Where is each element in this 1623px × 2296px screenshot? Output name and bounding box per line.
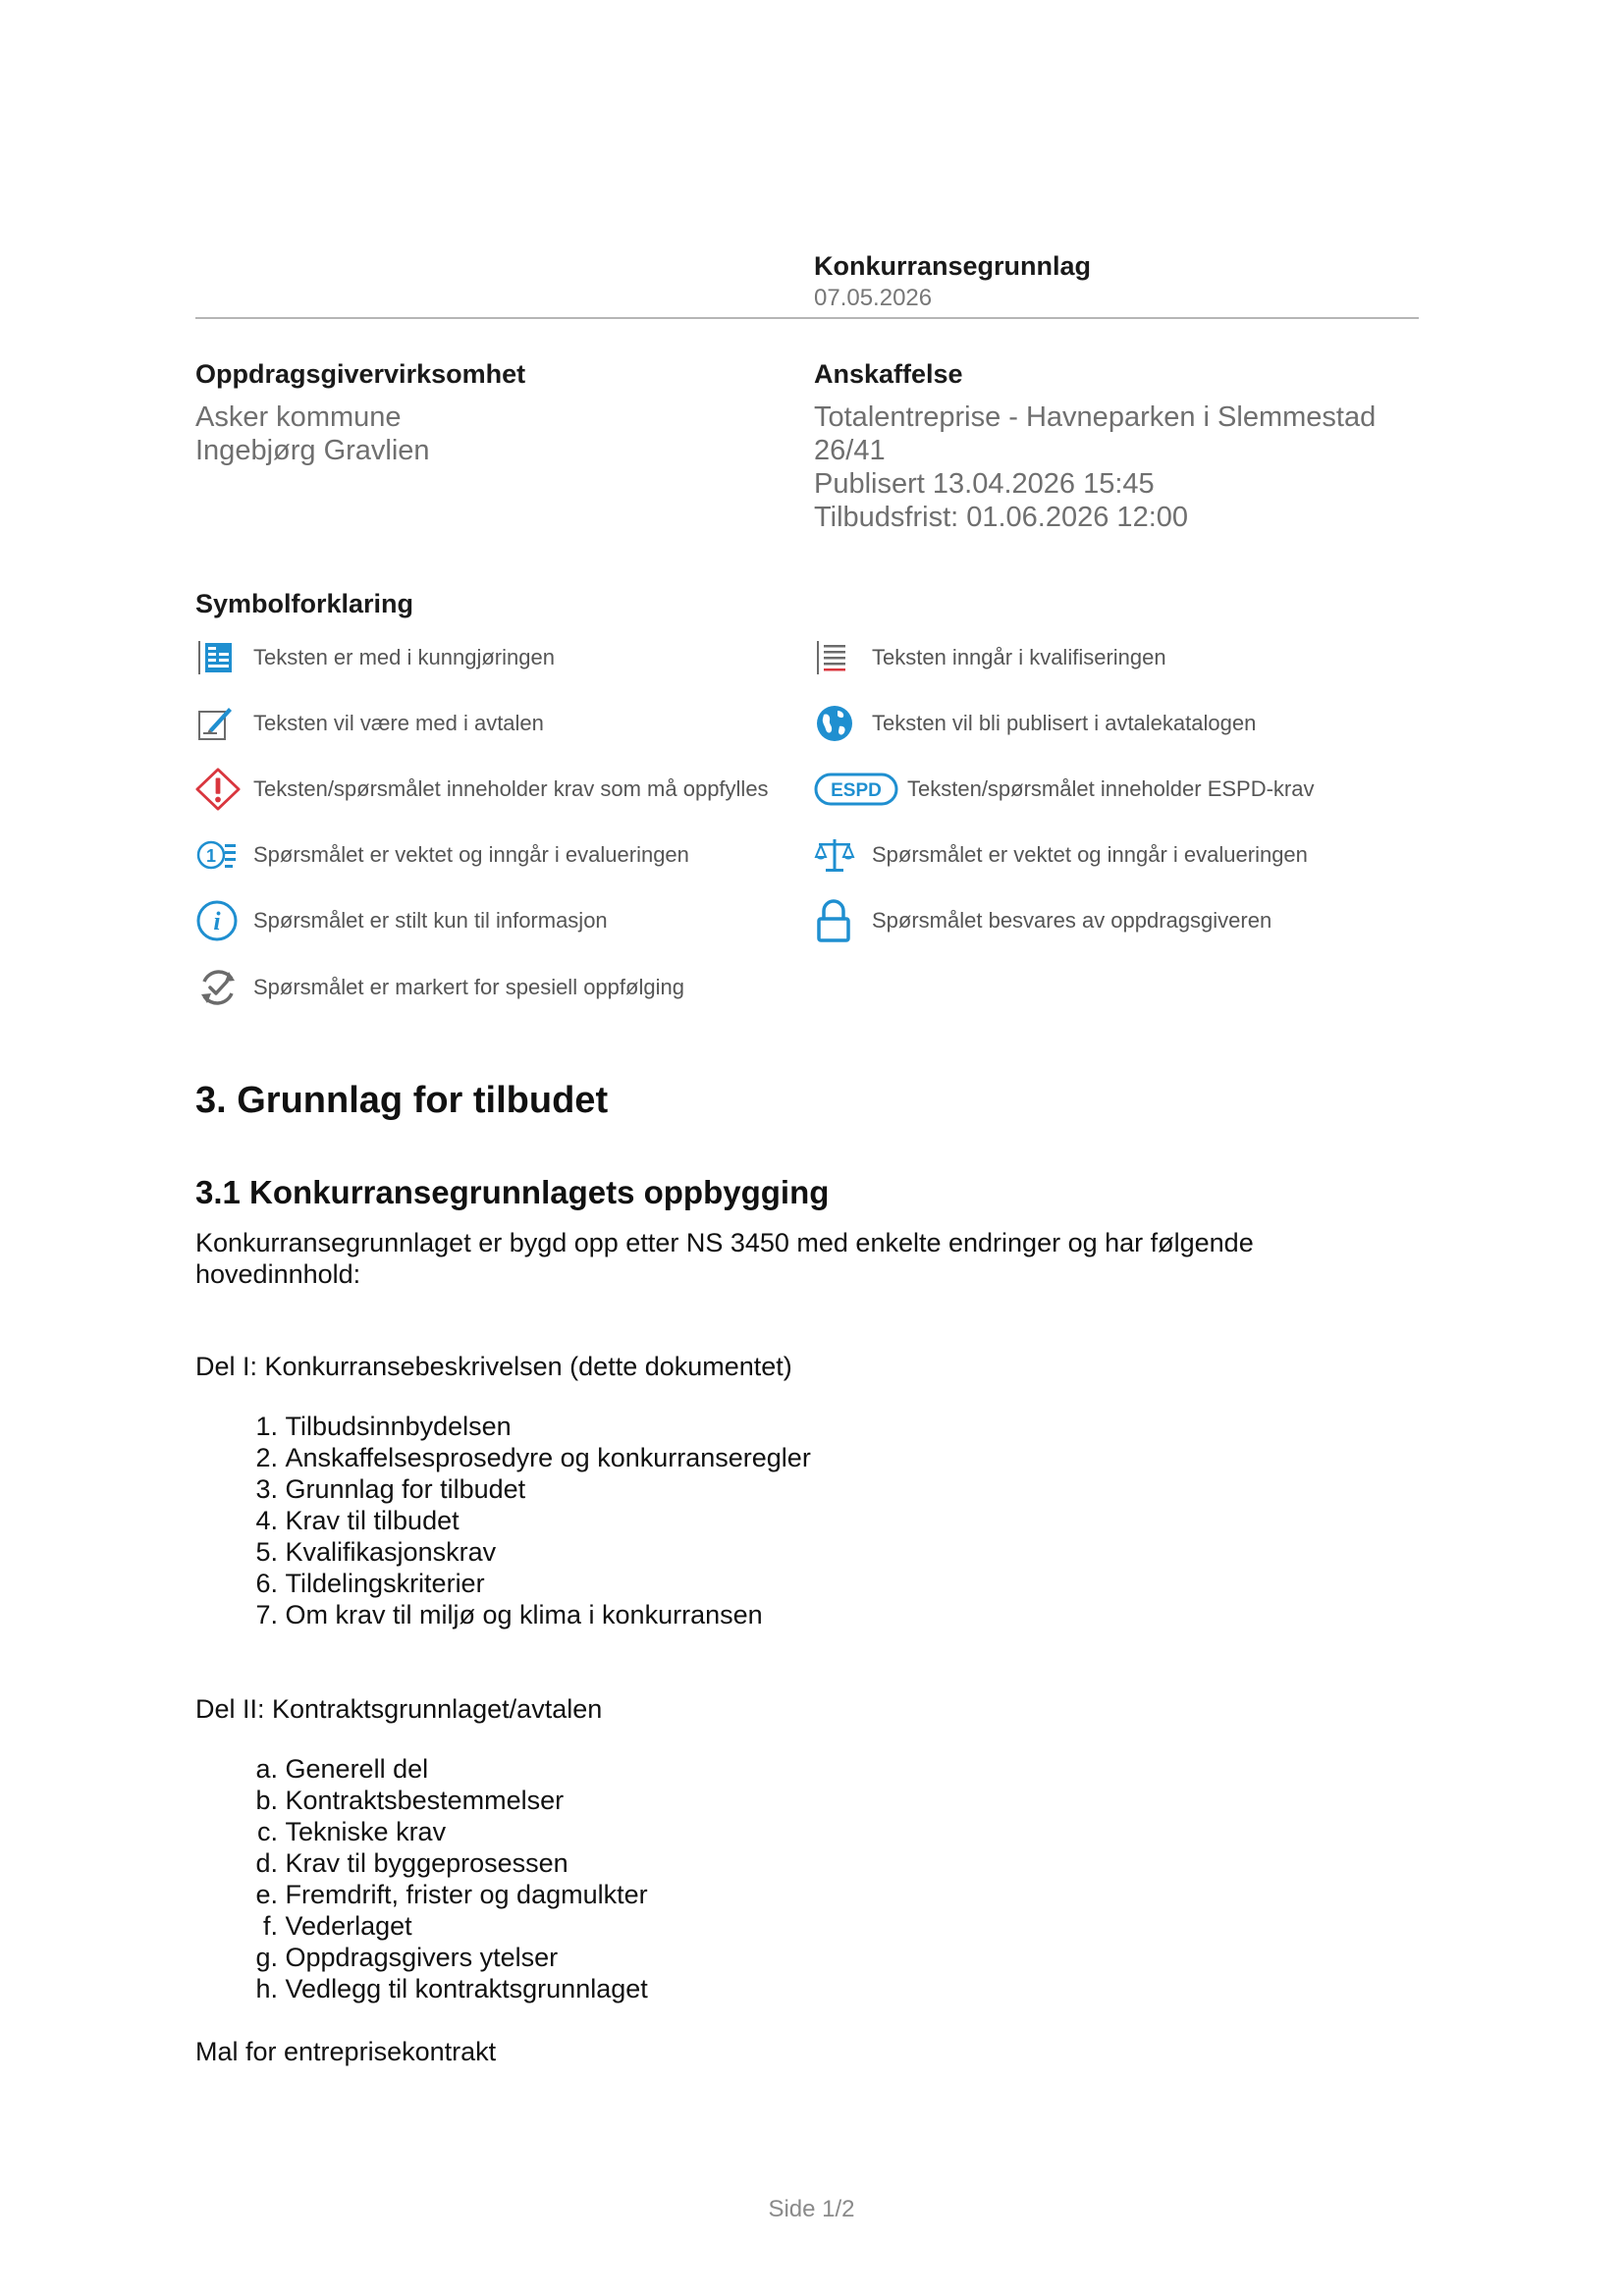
legend-text: Spørsmålet er markert for spesiell oppfølging xyxy=(253,975,684,999)
part2-list xyxy=(195,1753,648,2004)
procurement-info xyxy=(814,400,1376,534)
legend-text: Teksten inngår i kvalifiseringen xyxy=(872,645,1166,669)
announcement-icon xyxy=(195,636,241,679)
scales-icon xyxy=(814,833,859,877)
section-heading: 3. Grunnlag for tilbudet xyxy=(195,1080,609,1121)
list-label: Oppdragsgivers ytelser xyxy=(285,1943,559,1972)
document-title: Konkurransegrunnlag xyxy=(814,251,1092,281)
procurement-published: Publisert 13.04.2026 15:45 xyxy=(814,468,1155,500)
list-item xyxy=(195,1753,648,1785)
espd-icon-label: ESPD xyxy=(831,780,882,801)
procurement-heading: Anskaffelse xyxy=(814,359,963,389)
list-marker: 7. xyxy=(255,1600,278,1629)
subsection-heading: 3.1 Konkurransegrunnlagets oppbygging xyxy=(195,1174,830,1210)
list-item xyxy=(195,1816,648,1847)
globe-icon xyxy=(814,702,859,745)
header-divider xyxy=(195,317,1419,319)
list-marker: 5. xyxy=(255,1537,278,1567)
legend-item-catalogue xyxy=(814,702,1256,745)
part2-title: Del II: Kontraktsgrunnlaget/avtalen xyxy=(195,1694,603,1724)
list-item xyxy=(195,1910,648,1942)
legend-item-weighted xyxy=(195,833,689,877)
list-label: Vederlaget xyxy=(285,1911,412,1941)
weighted-list-icon xyxy=(195,833,241,877)
legend-text: Teksten vil være med i avtalen xyxy=(253,711,544,735)
info-icon xyxy=(195,899,241,942)
closing-text: Mal for entreprisekontrakt xyxy=(195,2037,497,2066)
legend-item-espd xyxy=(814,768,1315,811)
legend-text: Teksten/spørsmålet inneholder krav som må oppfylles xyxy=(253,776,769,801)
list-marker: d. xyxy=(255,1848,278,1878)
part1-list xyxy=(195,1411,811,1630)
intro-line: Konkurransegrunnlaget er bygd opp etter NS 3450 med enkelte endringer og har følgende xyxy=(195,1228,1254,1257)
svg-text:i: i xyxy=(213,907,221,935)
list-label: Om krav til miljø og klima i konkurransen xyxy=(285,1600,763,1629)
list-item xyxy=(195,1536,811,1568)
list-marker: e. xyxy=(255,1880,278,1909)
legend-item-qualification xyxy=(814,636,1166,679)
list-label: Vedlegg til kontraktsgrunnlaget xyxy=(285,1974,648,2003)
legend-item-contract xyxy=(195,702,544,745)
legend-text: Spørsmålet er vektet og inngår i evalueringen xyxy=(253,842,689,867)
warning-icon xyxy=(195,768,241,811)
list-item xyxy=(195,1568,811,1599)
list-marker: 1. xyxy=(255,1412,278,1441)
list-label: Generell del xyxy=(285,1754,429,1784)
list-label: Anskaffelsesprosedyre og konkurranseregler xyxy=(285,1443,811,1472)
procurement-deadline: Tilbudsfrist: 01.06.2026 12:00 xyxy=(814,502,1189,533)
legend-text: Spørsmålet er vektet og inngår i evalueringen xyxy=(872,842,1308,867)
list-label: Tilbudsinnbydelsen xyxy=(285,1412,512,1441)
list-marker: b. xyxy=(255,1786,278,1815)
list-label: Fremdrift, frister og dagmulkter xyxy=(285,1880,648,1909)
list-label: Kontraktsbestemmelser xyxy=(285,1786,565,1815)
list-marker: h. xyxy=(255,1974,278,2003)
list-item xyxy=(195,1879,648,1910)
list-label: Krav til tilbudet xyxy=(285,1506,460,1535)
list-marker: a. xyxy=(255,1754,278,1784)
list-label: Grunnlag for tilbudet xyxy=(285,1474,526,1504)
part1-title: Del I: Konkurransebeskrivelsen (dette dokumentet) xyxy=(195,1352,792,1381)
espd-icon xyxy=(814,768,900,811)
legend-item-scales xyxy=(814,833,1308,877)
intro-paragraph xyxy=(195,1227,1254,1290)
client-info xyxy=(195,400,430,467)
legend-title: Symbolforklaring xyxy=(195,589,414,618)
qualification-icon xyxy=(814,636,859,679)
legend-text: Spørsmålet er stilt kun til informasjon xyxy=(253,908,608,933)
list-item xyxy=(195,1847,648,1879)
list-item xyxy=(195,1942,648,1973)
list-item xyxy=(195,1442,811,1473)
list-marker: 2. xyxy=(255,1443,278,1472)
lock-icon xyxy=(814,899,859,942)
list-item xyxy=(195,1599,811,1630)
legend-item-lock xyxy=(814,899,1271,942)
list-label: Krav til byggeprosessen xyxy=(285,1848,568,1878)
procurement-reference: 26/41 xyxy=(814,435,886,466)
legend-item-announcement xyxy=(195,636,555,679)
list-label: Tekniske krav xyxy=(285,1817,447,1846)
list-marker: 6. xyxy=(255,1569,278,1598)
list-item xyxy=(195,1505,811,1536)
list-item xyxy=(195,1973,648,2004)
legend-item-info xyxy=(195,899,608,942)
list-item xyxy=(195,1785,648,1816)
list-item xyxy=(195,1411,811,1442)
client-heading: Oppdragsgivervirksomhet xyxy=(195,359,526,389)
legend-item-requirement xyxy=(195,768,769,811)
list-item xyxy=(195,1473,811,1505)
list-marker: f. xyxy=(262,1911,278,1941)
list-label: Kvalifikasjonskrav xyxy=(285,1537,497,1567)
list-marker: 3. xyxy=(255,1474,278,1504)
intro-line: hovedinnhold: xyxy=(195,1259,361,1289)
list-marker: 4. xyxy=(255,1506,278,1535)
list-marker: c. xyxy=(256,1817,278,1846)
legend-text: Teksten vil bli publisert i avtalekatalogen xyxy=(872,711,1257,735)
legend-text: Teksten er med i kunngjøringen xyxy=(253,645,555,669)
client-contact: Ingebjørg Gravlien xyxy=(195,435,430,466)
svg-text:1: 1 xyxy=(205,846,217,866)
document-date: 07.05.2026 xyxy=(814,285,933,311)
procurement-name: Totalentreprise - Havneparken i Slemmestad xyxy=(814,401,1377,433)
client-name: Asker kommune xyxy=(195,401,402,433)
legend-text: Teksten/spørsmålet inneholder ESPD-krav xyxy=(907,776,1315,801)
contract-icon xyxy=(195,702,241,745)
list-label: Tildelingskriterier xyxy=(285,1569,485,1598)
list-marker: g. xyxy=(255,1943,278,1972)
legend-item-follow-up xyxy=(195,966,684,1009)
page-number: Side 1/2 xyxy=(768,2196,855,2222)
legend-text: Spørsmålet besvares av oppdragsgiveren xyxy=(872,908,1272,933)
follow-up-icon xyxy=(195,966,241,1009)
